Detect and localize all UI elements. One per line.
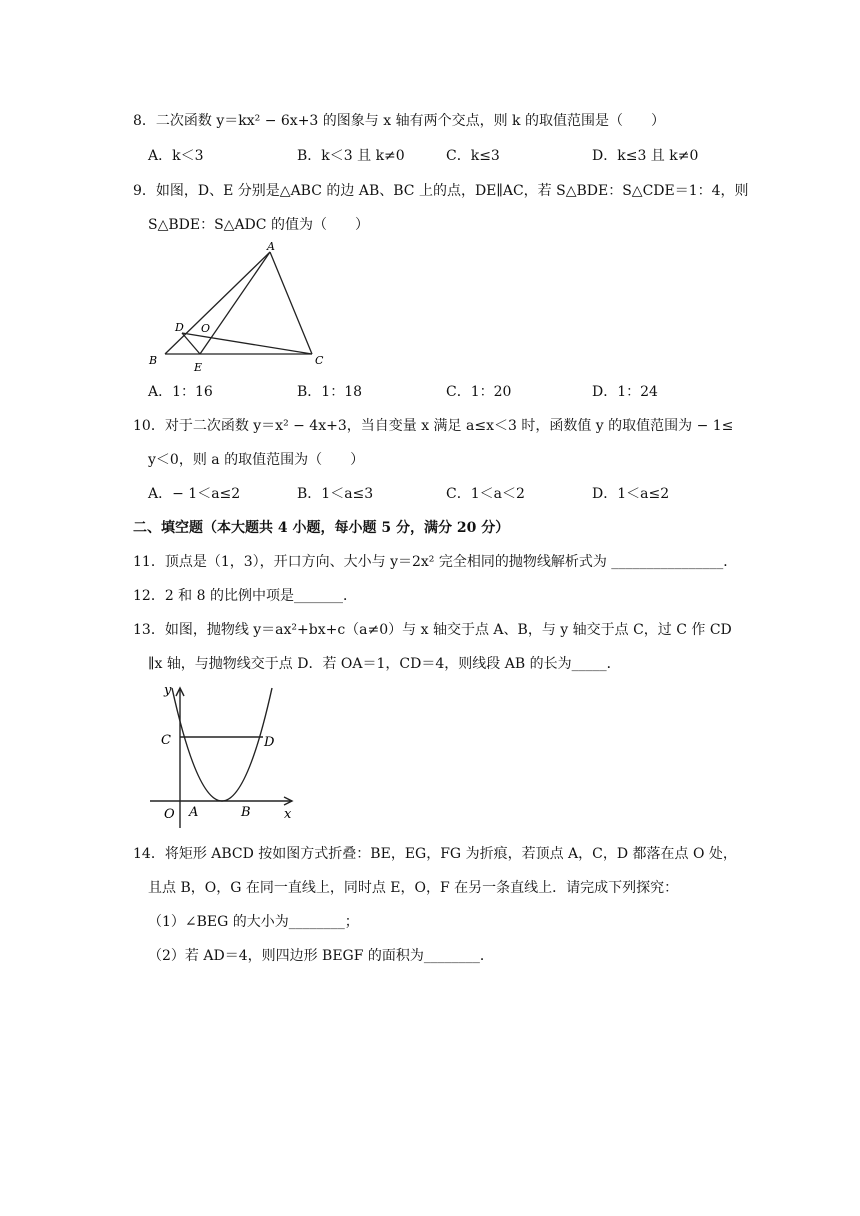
q13-label-a: A (189, 805, 199, 820)
q8-option-c: C．k≤3 (446, 148, 500, 164)
q9-label-b: B (149, 354, 158, 367)
q10-option-c: C．1＜a＜2 (446, 486, 525, 502)
q9-stem-line2: S△BDE：S△ADC 的值为（ ） (148, 217, 369, 233)
q13-label-b: B (241, 805, 251, 820)
q9-option-a: A．1：16 (148, 384, 213, 400)
q13-parabola-figure (150, 678, 310, 838)
q11-stem: 11．顶点是（1，3），开口方向、大小与 y＝2x² 完全相同的抛物线解析式为 ________________． (133, 554, 738, 570)
q9-label-d: D (175, 321, 184, 334)
q10-option-a: A．− 1＜a≤2 (148, 486, 241, 502)
q9-triangle-figure (140, 240, 340, 375)
q12-stem: 12．2 和 8 的比例中项是_______． (133, 588, 357, 604)
q9-label-c: C (315, 354, 324, 367)
q9-stem-line1: 9．如图，D、E 分别是△ABC 的边 AB、BC 上的点，DE∥AC，若 S△BDE：S△CDE＝1：4，则 (133, 183, 749, 199)
q8-stem: 8．二次函数 y＝kx² − 6x+3 的图象与 x 轴有两个交点，则 k 的取值范围是（ ） (133, 113, 665, 129)
q9-label-o: O (201, 322, 211, 335)
q10-option-b: B．1＜a≤3 (297, 486, 374, 502)
q8-option-d: D．k≤3 且 k≠0 (592, 148, 699, 164)
q9-option-b: B．1：18 (297, 384, 363, 400)
section-heading-fill-in: 二、填空题（本大题共 4 小题，每小题 5 分，满分 20 分） (133, 520, 510, 536)
q13-label-o: O (164, 807, 175, 822)
q13-label-c: C (161, 733, 171, 748)
q8-option-a: A．k＜3 (148, 148, 204, 164)
q13-label-y: y (164, 683, 172, 698)
q9-option-c: C．1：20 (446, 384, 512, 400)
q13-label-d: D (264, 735, 275, 750)
q9-option-d: D．1：24 (592, 384, 658, 400)
q8-option-b: B．k＜3 且 k≠0 (297, 148, 405, 164)
q14-sub-question-1: （1）∠BEG 的大小为________； (148, 914, 359, 930)
q14-stem-line2: 且点 B，O，G 在同一直线上，同时点 E，O，F 在另一条直线上．请完成下列探究： (148, 880, 679, 896)
q9-label-a: A (267, 240, 275, 253)
q13-stem-line2: ∥x 轴，与抛物线交于点 D．若 OA＝1，CD＝4，则线段 AB 的长为_____． (148, 656, 621, 672)
q13-stem-line1: 13．如图，抛物线 y＝ax²+bx+c（a≠0）与 x 轴交于点 A、B，与 y 轴交于点 C，过 C 作 CD (133, 622, 732, 638)
q10-stem-line2: y＜0，则 a 的取值范围为（ ） (148, 452, 365, 468)
q14-sub-question-2: （2）若 AD＝4，则四边形 BEGF 的面积为________． (148, 948, 494, 964)
q10-stem-line1: 10．对于二次函数 y＝x² − 4x+3，当自变量 x 满足 a≤x＜3 时，函数值 y 的取值范围为 − 1≤ (133, 418, 734, 434)
q14-stem-line1: 14．将矩形 ABCD 按如图方式折叠：BE，EG，FG 为折痕，若顶点 A，C，D 都落在点 O 处， (133, 846, 737, 862)
q13-label-x: x (284, 807, 292, 822)
q10-option-d: D．1＜a≤2 (592, 486, 670, 502)
q9-label-e: E (194, 361, 203, 374)
